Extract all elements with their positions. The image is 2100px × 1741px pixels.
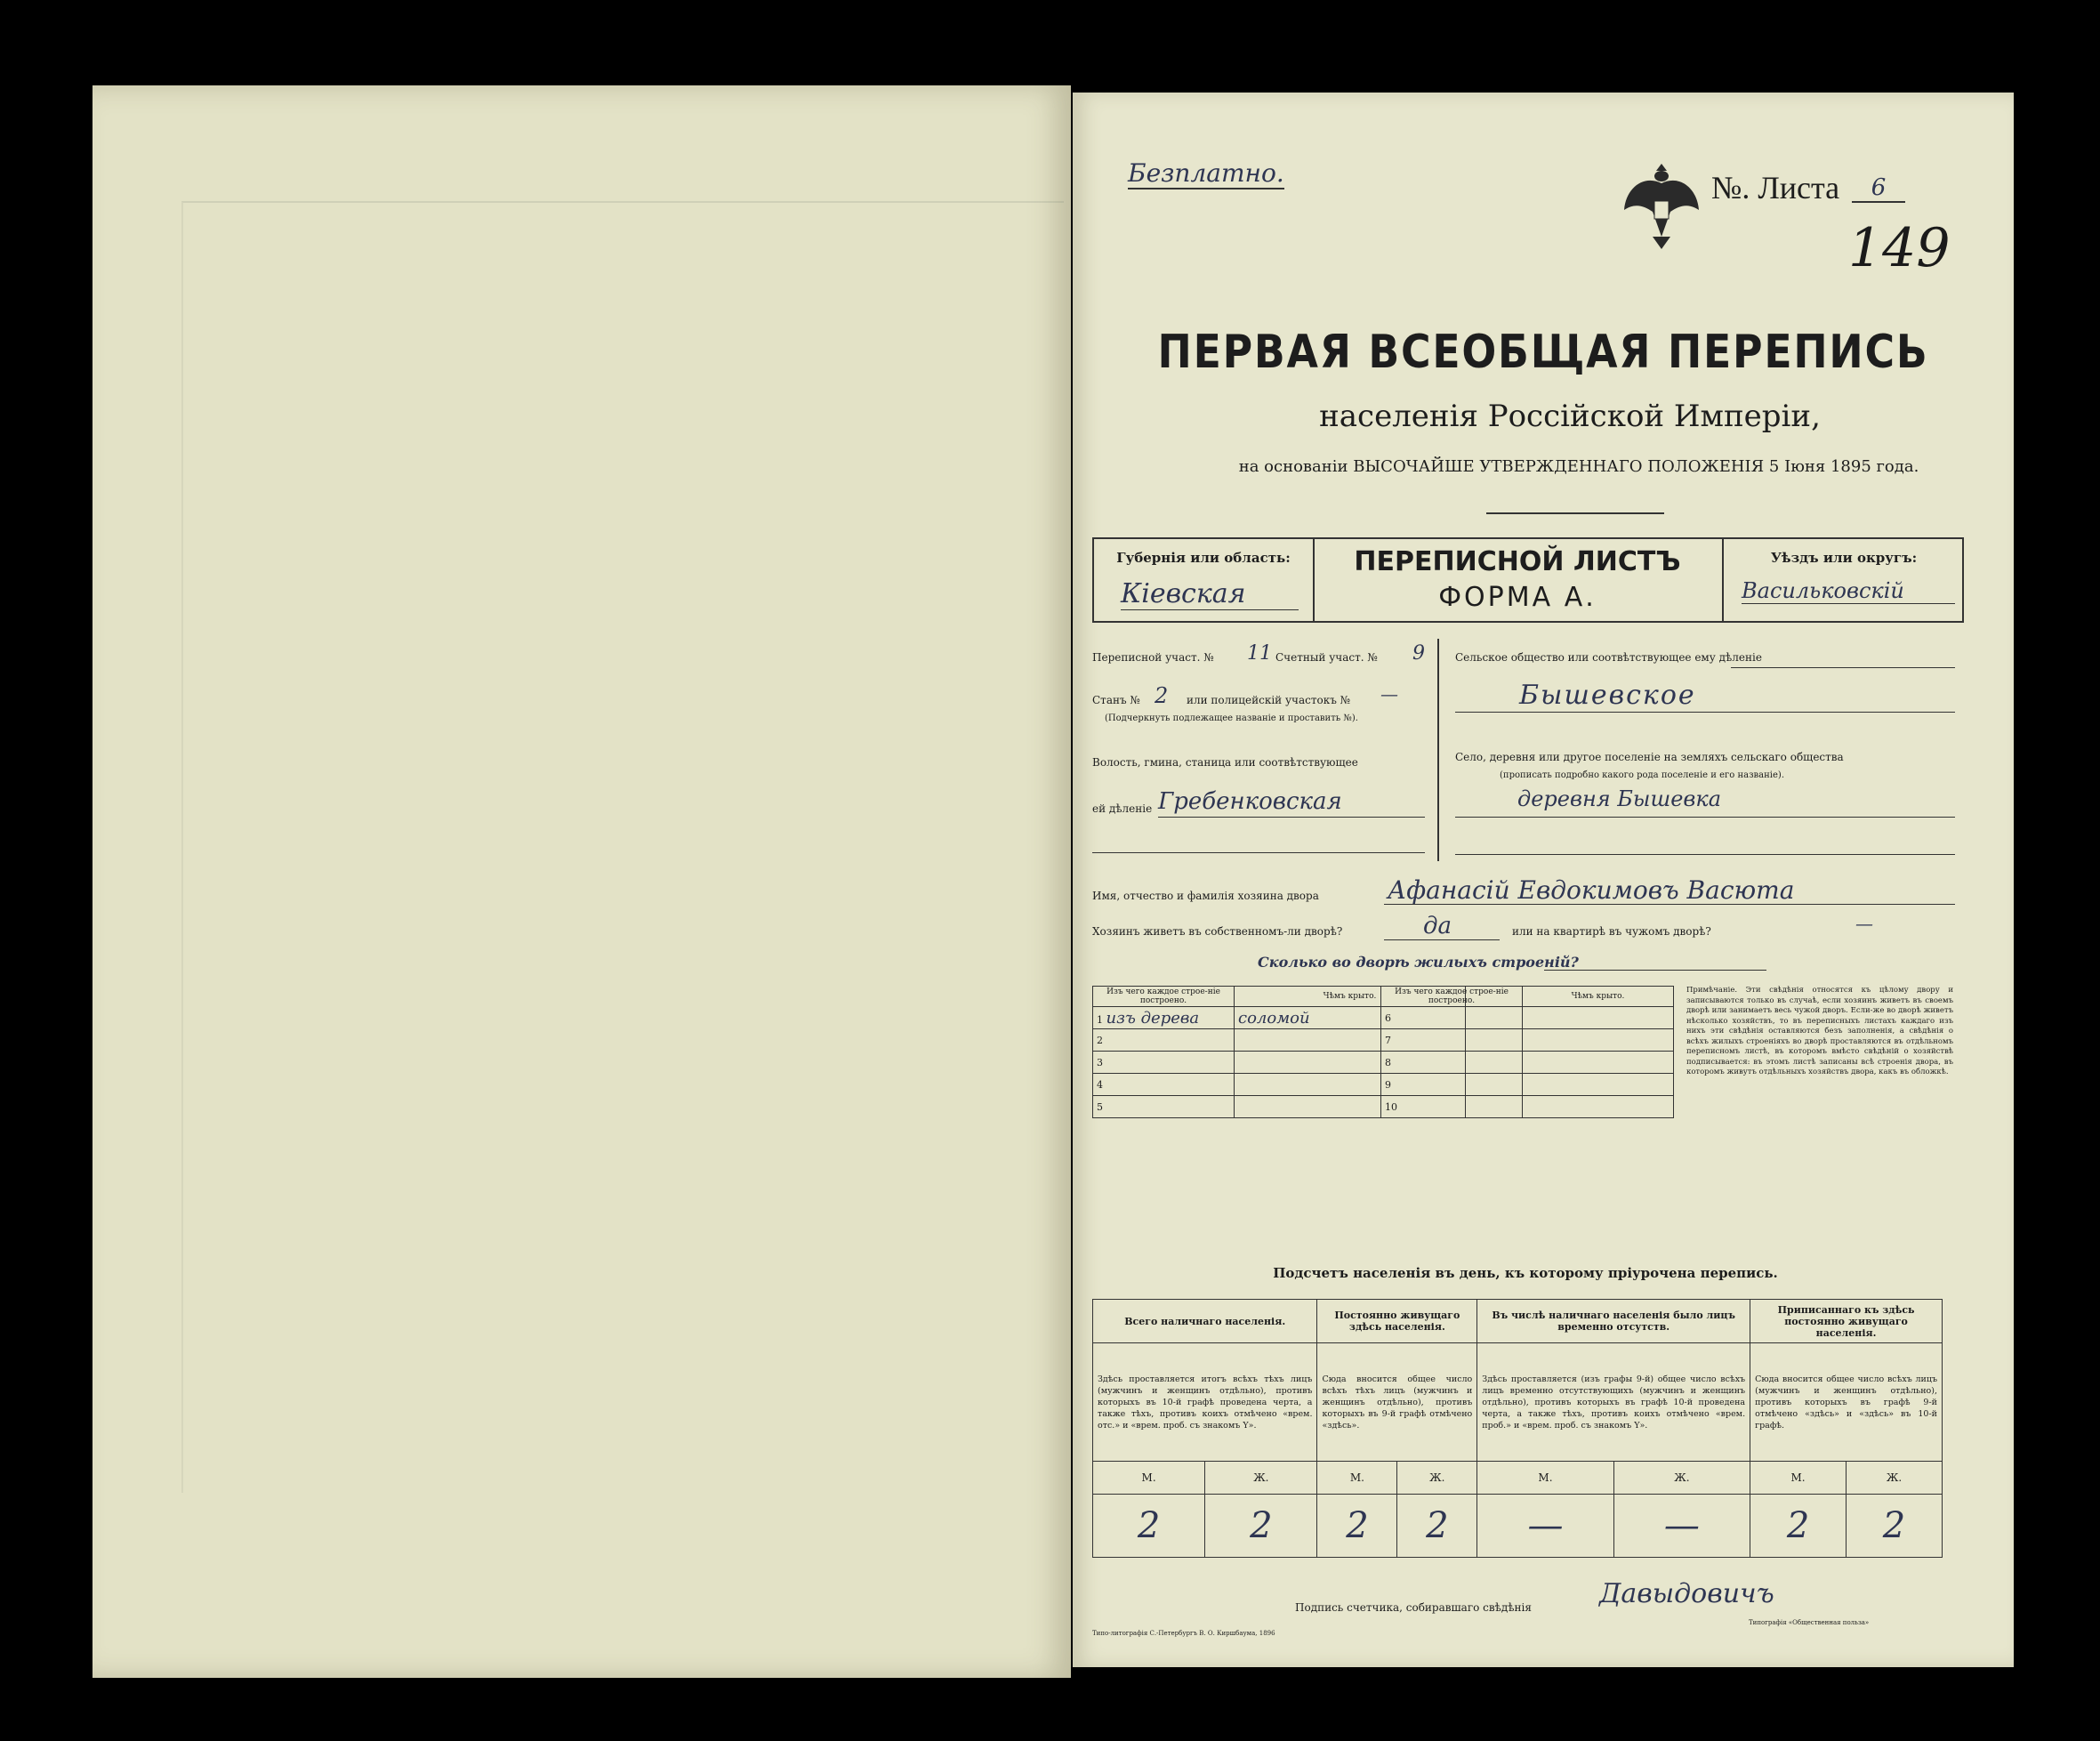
form-title-line1: ПЕРЕПИСНОЙ ЛИСТЪ (1354, 546, 1681, 577)
police-label: или полицейскій участокъ № (1187, 694, 1351, 706)
printer-right: Типографія «Общественная польза» (1749, 1619, 1870, 1626)
village-line-2 (1455, 854, 1955, 855)
fields-divider (1437, 639, 1439, 861)
left-blank-page (93, 85, 1071, 1678)
sheet-number-value: 6 (1852, 174, 1905, 203)
owner-lives-label: Хозяинъ живетъ въ собственномъ-ли дворѣ? (1092, 925, 1343, 938)
table-row: 8 (1381, 1052, 1674, 1074)
census-basis: на основаніи ВЫСОЧАЙШЕ УТВЕРЖДЕННАГО ПОЛОЖЕНІЯ 5 Іюня 1895 года. (1238, 457, 1919, 476)
province-cell (1094, 539, 1315, 621)
volost-value: Гребенковская (1158, 788, 1342, 815)
census-title: ПЕРВАЯ ВСЕОБЩАЯ ПЕРЕПИСЬ (1157, 326, 1929, 379)
pop-col3-f: — (1613, 1495, 1750, 1558)
society-value: Бышевское (1519, 680, 1696, 711)
col-material-2: Изъ чего каждое строе-ніе построено. (1381, 987, 1523, 1007)
district-cell (1722, 539, 1964, 621)
pop-col4-f: 2 (1847, 1495, 1943, 1558)
province-value: Кіевская (1121, 578, 1299, 610)
owner-or-label: или на квартирѣ въ чужомъ дворѣ? (1512, 925, 1711, 938)
volost-label-2: ей дѣленіе (1092, 802, 1153, 815)
f-label: Ж. (1613, 1462, 1750, 1495)
population-title: Подсчетъ населенія въ день, къ которому пріурочена перепись. (1273, 1265, 1778, 1281)
pop-col1-m: 2 (1093, 1495, 1205, 1558)
bleed-through-grid (181, 201, 1064, 1493)
pop-col3-desc: Здѣсь проставляется (изъ графы 9-й) общее число всѣхъ лицъ временно отсутствующихъ (мужчинъ и женщинъ отдѣльно), противъ которыхъ въ графѣ 10-й проведена черта, а также тѣхъ, противъ коихъ отмѣчено «врем. проб.» и «врем. проб. съ знакомъ Y». (1477, 1343, 1750, 1462)
double-eagle-emblem (1617, 157, 1706, 254)
form-title-cell (1313, 539, 1722, 621)
stan-label: Станъ № (1092, 694, 1140, 706)
form-header-box (1092, 537, 1964, 623)
pop-col3-m: — (1477, 1495, 1613, 1558)
m-label: М. (1093, 1462, 1205, 1495)
owner-or-value: — (1855, 913, 1873, 934)
table-row: 4 (1093, 1074, 1466, 1096)
count-unit-value: 9 (1412, 642, 1425, 665)
owner-name-label: Имя, отчество и фамилія хозяина двора (1092, 890, 1319, 902)
pop-col4-desc: Сюда вносится общее число всѣхъ лицъ (мужчинъ и женщинъ отдѣльно), противъ которыхъ въ графѣ 9-й отмѣчено «здѣсь» и «здѣсь» въ 10-й графѣ. (1750, 1343, 1943, 1462)
col-roof-2: Чѣмъ крыто. (1523, 987, 1674, 1007)
buildings-line (1544, 970, 1766, 971)
pop-col2-m: 2 (1317, 1495, 1397, 1558)
police-value: — (1380, 683, 1398, 705)
f-label: Ж. (1397, 1462, 1477, 1495)
census-form-page (1073, 93, 2014, 1667)
village-note: (прописать подробно какого рода поселеніе и его названіе). (1500, 770, 1784, 780)
table-row: 9 (1381, 1074, 1674, 1096)
owner-lives-line (1384, 939, 1500, 940)
col-roof: Чѣмъ крыто. (1235, 987, 1466, 1007)
f-label: Ж. (1205, 1462, 1317, 1495)
population-table (1092, 1299, 1943, 1558)
village-label: Село, деревня или другое поселеніе на земляхъ сельскаго общества (1455, 751, 1844, 763)
underline-note: (Подчеркнуть подлежащее названіе и проставить №). (1105, 713, 1358, 723)
f-label: Ж. (1847, 1462, 1943, 1495)
form-title-line2: ФОРМА А. (1438, 582, 1597, 613)
buildings-table-right (1380, 986, 1674, 1118)
pop-col1-header: Всего наличнаго населенія. (1093, 1300, 1317, 1343)
col-material: Изъ чего каждое строе-ніе построено. (1093, 987, 1235, 1007)
count-unit-label: Счетный участ. № (1275, 651, 1378, 664)
pop-col1-desc: Здѣсь проставляется итогъ всѣхъ тѣхъ лицъ (мужчинъ и женщинъ отдѣльно), противъ которыхъ въ 10-й графѣ проведена черта, а также тѣхъ, противъ коихъ отмѣчено «врем. отс.» и «врем. проб. съ знакомъ Y». (1093, 1343, 1317, 1462)
society-line-2 (1455, 712, 1955, 713)
stan-value: 2 (1155, 683, 1169, 708)
volost-line-2 (1092, 852, 1425, 853)
table-row: 2 (1093, 1029, 1466, 1052)
society-line-1 (1731, 667, 1955, 668)
owner-name-line (1384, 904, 1955, 905)
table-row: 3 (1093, 1052, 1466, 1074)
pop-col2-desc: Сюда вносится общее число всѣхъ тѣхъ лицъ (мужчинъ и женщинъ отдѣльно), противъ которыхъ въ 9-й графѣ отмѣчено «здѣсь». (1317, 1343, 1477, 1462)
signature-value: Давыдовичъ (1599, 1578, 1774, 1609)
printer-left: Типо-литографія С.-Петербургъ В. О. Киршбаума, 1896 (1092, 1630, 1275, 1637)
buildings-label: Сколько во дворѣ жилыхъ строеній? (1258, 954, 1579, 971)
signature-label: Подпись счетчика, собиравшаго свѣдѣнія (1295, 1601, 1532, 1614)
owner-lives-value: да (1423, 913, 1452, 939)
table-row: 10 (1381, 1096, 1674, 1118)
pop-col4-m: 2 (1750, 1495, 1847, 1558)
village-value: деревня Бышевка (1517, 786, 1722, 811)
owner-name-value: Афанасій Евдокимовъ Васюта (1388, 875, 1795, 905)
pop-col1-f: 2 (1205, 1495, 1317, 1558)
title-divider (1486, 512, 1664, 514)
table-row: 6 (1381, 1007, 1674, 1029)
m-label: М. (1750, 1462, 1847, 1495)
census-unit-label: Переписной участ. № (1092, 651, 1214, 664)
census-subtitle: населенія Россійской Имперіи, (1319, 399, 1821, 434)
society-label: Сельское общество или соотвѣтствующее ему дѣленіе (1455, 651, 1762, 664)
table-row: 1 изъ дерева соломой (1093, 1007, 1466, 1029)
archive-number: 149 (1848, 217, 1951, 279)
pop-col3-header: Въ числѣ наличнаго населенія было лицъ временно отсутств. (1477, 1300, 1750, 1343)
pop-col4-header: Приписаннаго къ здѣсь постоянно живущаго населенія. (1750, 1300, 1943, 1343)
m-label: М. (1477, 1462, 1613, 1495)
district-value: Васильковскій (1742, 578, 1955, 604)
volost-line (1158, 817, 1425, 818)
pop-col2-f: 2 (1397, 1495, 1477, 1558)
table-row: 5 (1093, 1096, 1466, 1118)
sheet-number-label: №. Листа (1711, 170, 1840, 206)
volost-label: Волость, гмина, станица или соотвѣтствующее (1092, 756, 1358, 769)
pop-col2-header: Постоянно живущаго здѣсь населенія. (1317, 1300, 1477, 1343)
province-label: Губернія или область: (1116, 550, 1291, 566)
table-row: 7 (1381, 1029, 1674, 1052)
village-line-1 (1455, 817, 1955, 818)
district-label: Уѣздъ или округъ: (1770, 550, 1918, 566)
buildings-note: Примѣчаніе. Эти свѣдѣнія относятся къ цѣлому двору и записываются только въ случаѣ, если хозяинъ живетъ въ своемъ дворѣ или занимаетъ весь чужой дворъ. Если-же во дворѣ живетъ нѣсколько хозяйствъ, то въ переписныхъ листахъ каждаго изъ нихъ эти свѣдѣнія оставляются безъ заполненія, а свѣдѣнія о всѣхъ жилыхъ строеніяхъ во дворѣ проставляются въ отдѣльномъ переписномъ листѣ, въ которомъ вмѣсто свѣдѣній о хозяйствѣ подписывается: въ этомъ листѣ записаны всѣ строенія двора, въ которомъ живутъ отдѣльныхъ хозяйствъ двора, какъ въ обложкѣ. (1686, 986, 1953, 1076)
m-label: М. (1317, 1462, 1397, 1495)
census-unit-value: 11 (1247, 642, 1272, 665)
free-label: Безплатно. (1128, 158, 1284, 188)
